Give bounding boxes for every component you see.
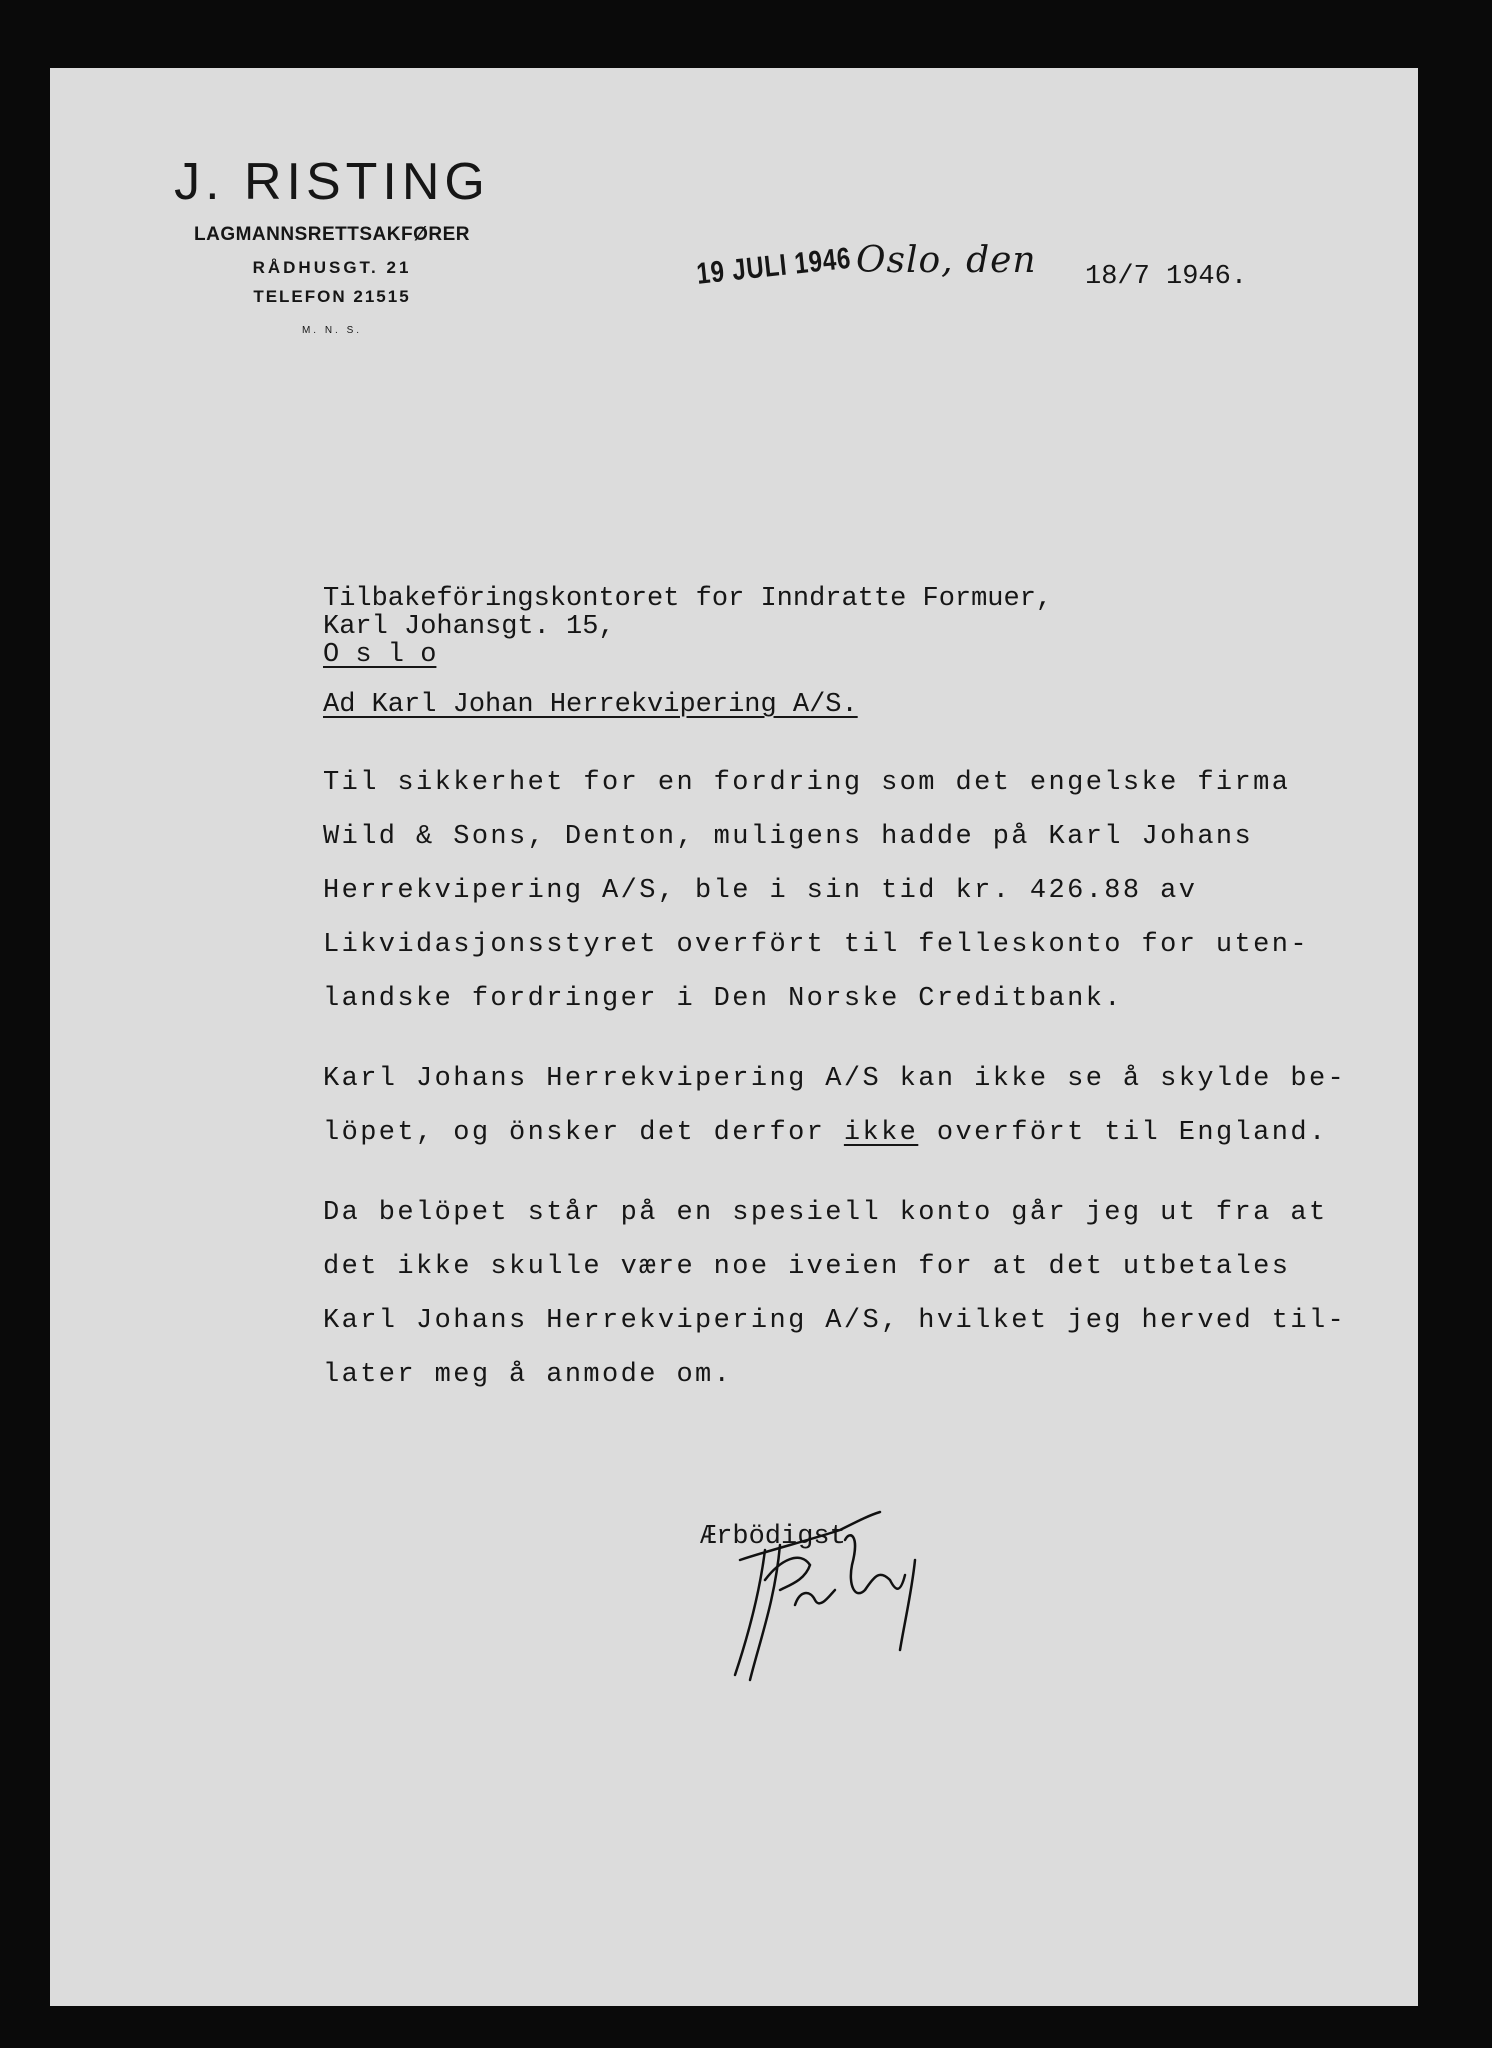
body-line: Likvidasjonsstyret overfört til felleskonto for uten- — [323, 930, 1309, 960]
body-line: Karl Johans Herrekvipering A/S, hvilket jeg herved til- — [323, 1306, 1347, 1336]
body-line: Karl Johans Herrekvipering A/S kan ikke se å skylde be- — [323, 1064, 1347, 1094]
body-line: det ikke skulle være noe iveien for at det utbetales — [323, 1252, 1291, 1282]
letterhead-phone: TELEFON 21515 — [253, 287, 411, 306]
letter-paper — [50, 68, 1418, 2006]
body-line: later meg å anmode om. — [323, 1360, 733, 1390]
emphasized-word: ikke — [843, 1118, 919, 1148]
body-line: Da belöpet står på en spesiell konto går jeg ut fra at — [323, 1198, 1328, 1228]
body-line: Wild & Sons, Denton, muligens hadde på Karl Johans — [323, 822, 1254, 852]
letterhead-address: RÅDHUSGT. 21 — [252, 258, 412, 277]
body-line: Herrekvipering A/S, ble i sin tid kr. 426.88 av — [323, 876, 1198, 906]
letterhead-name: J. RISTING — [174, 153, 490, 211]
letterhead-initials: M. N. S. — [301, 325, 363, 336]
recipient-city: O s l o — [323, 640, 437, 670]
recipient-line: Tilbakeföringskontoret for Inndratte Formuer, — [323, 584, 1053, 614]
recipient-line: Karl Johansgt. 15, — [323, 612, 615, 642]
received-date-stamp: 19 JULI 1946 — [695, 241, 853, 291]
body-line: Til sikkerhet for en fordring som det engelske firma — [323, 768, 1291, 798]
subject-line: Ad Karl Johan Herrekvipering A/S. — [323, 690, 858, 720]
body-line: landske fordringer i Den Norske Creditbank. — [323, 984, 1123, 1014]
letterhead-title: LAGMANNSRETTSAKFØRER — [194, 224, 470, 245]
letter-date: 18/7 1946. — [1085, 262, 1248, 292]
handwritten-signature — [680, 1490, 940, 1690]
place-label: Oslo, den — [856, 240, 1037, 281]
closing: Ærbödigst — [700, 1522, 846, 1552]
body-line — [323, 1118, 1328, 1148]
body-text: overfört til England. — [918, 1118, 1328, 1148]
body-text: löpet, og önsker det derfor — [323, 1118, 844, 1148]
